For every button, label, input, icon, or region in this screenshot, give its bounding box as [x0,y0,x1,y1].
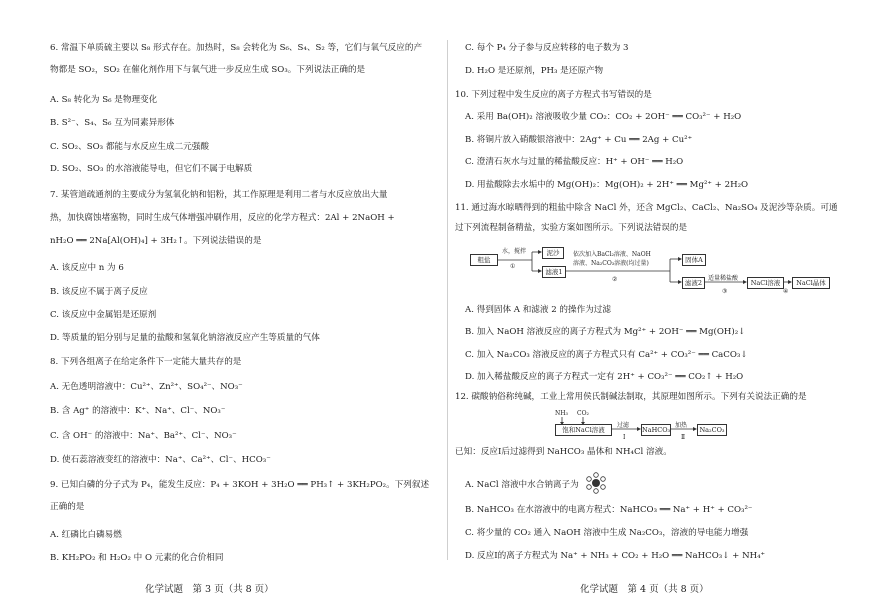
flow-reaction2: Ⅱ [681,434,686,441]
flow-nh3: NH₃ [555,410,568,417]
q10-stem: 10. 下列过程中发生反应的离子方程式书写错误的是 [455,90,652,100]
flow-heat-label: 加热 [675,422,688,429]
q9-stem-line1: 9. 已知白磷的分子式为 P₄，能发生反应：P₄ + 3KOH + 3H₂O ══ PH₃↑ + 3KH₂PO₂。下列叙述 [50,480,430,490]
q7-option-b: B. 该反应不属于离子反应 [50,287,148,297]
flow-step1-label: 水，搅拌 [502,248,527,255]
q11-option-b: B. 加入 NaOH 溶液反应的离子方程式为 Mg²⁺ + 2OH⁻ ══ Mg(OH)₂↓ [465,327,746,337]
flow-filtrate1: 滤液1 [542,266,566,278]
q6-option-a: A. S₈ 转化为 S₆ 是物理变化 [50,95,158,105]
hydrated-sodium-ion-icon [585,472,607,494]
q8-option-b: B. 含 Ag⁺ 的溶液中：K⁺、Na⁺、Cl⁻、NO₃⁻ [50,406,226,416]
flow-acid-label: 适量稀盐酸 [708,275,739,282]
flow-na2co3: Na₂CO₃ [697,424,727,436]
q8-option-d: D. 使石蕊溶液变红的溶液中：Na⁺、Ca²⁺、Cl⁻、HCO₃⁻ [50,455,271,465]
q9-option-b: B. KH₂PO₂ 和 H₂O₂ 中 O 元素的化合价相同 [50,553,224,563]
q12-stem: 12. 碳酸钠俗称纯碱，工业上常用侯氏制碱法制取，其原理如图所示。下列有关说法正确的是 [455,392,807,402]
right-page-footer: 化学试题 第 4 页（共 8 页） [580,584,709,595]
q10-option-d: D. 用盐酸除去水垢中的 Mg(OH)₂：Mg(OH)₂ + 2H⁺ ══ Mg²⁺ + 2H₂O [465,180,749,190]
q8-stem: 8. 下列各组离子在给定条件下一定能大量共存的是 [50,357,242,367]
flow-step3-number: ③ [722,288,728,295]
q12-option-a: A. NaCl 溶液中水合钠离子为 [465,480,579,490]
right-page [455,0,855,615]
q6-stem-line2: 物都是 SO₂，SO₂ 在催化剂作用下与氧气进一步反应生成 SO₃。下列说法正确的是 [50,65,366,75]
q12-known-info: 已知：反应Ⅰ后过滤得到 NaHCO₃ 晶体和 NH₄Cl 溶液。 [455,447,672,457]
q6-stem-line1: 6. 常温下单质硫主要以 S₈ 形式存在。加热时，S₈ 会转化为 S₆、S₄、S₂ 等，它们与氧气反应的产 [50,43,423,53]
flow-reaction1: Ⅰ [623,434,626,441]
q10-option-b: B. 将铜片放入硝酸银溶液中：2Ag⁺ + Cu ══ 2Ag + Cu²⁺ [465,135,693,145]
q6-option-b: B. S²⁻、S₄、S₆ 互为同素异形体 [50,118,175,128]
q7-stem-line2: 热，加快腐蚀堵塞物，同时生成气体增强冲刷作用，反应的化学方程式：2Al + 2NaOH + [50,213,395,223]
q9-option-a: A. 红磷比白磷易燃 [50,530,122,540]
q8-option-c: C. 含 OH⁻ 的溶液中：Na⁺、Ba²⁺、Cl⁻、NO₃⁻ [50,431,237,441]
q11-stem-line1: 11. 通过海水晾晒得到的粗盐中除含 NaCl 外，还含 MgCl₂、CaCl₂、Na₂SO₄ 及泥沙等杂质。可通 [455,203,838,213]
q9-option-c: C. 每个 P₄ 分子参与反应转移的电子数为 3 [465,43,629,53]
flow-reagents-line2: 溶液、Na₂CO₃溶液(均过量) [573,260,649,267]
flow-co2: CO₂ [577,410,589,417]
q9-option-d: D. H₂O 是还原剂，PH₃ 是还原产物 [465,66,604,76]
flow-filter-label: 过滤 [617,422,630,429]
left-page [50,0,440,615]
flow-nahco3: NaHCO₃ [642,426,671,434]
flow-nacl-crystal: NaCl晶体 [792,277,830,289]
q11-stem-line2: 过下列流程制备精盐，实验方案如图所示。下列说法错误的是 [455,223,688,233]
q8-option-a: A. 无色透明溶液中：Cu²⁺、Zn²⁺、SO₄²⁻、NO₃⁻ [50,382,243,392]
flow-step2-number: ② [612,276,618,283]
q7-option-c: C. 该反应中金属铝是还原剂 [50,310,157,320]
left-page-footer: 化学试题 第 3 页（共 8 页） [145,584,274,595]
q12-flowchart [555,408,755,441]
q6-option-d: D. SO₂、SO₃ 的水溶液能导电，但它们不属于电解质 [50,164,253,174]
page-divider [447,40,448,560]
q11-option-a: A. 得到固体 A 和滤液 2 的操作为过滤 [465,305,611,315]
q12-option-c: C. 将少量的 CO₂ 通入 NaOH 溶液中生成 Na₂CO₃，溶液的导电能力增强 [465,528,749,538]
flow-nacl-solution: NaCl溶液 [747,277,784,289]
flow-brine: 饱和NaCl溶液 [555,424,612,436]
flow-solid-a: 固体A [682,254,706,266]
flow-sediment: 泥沙 [542,247,564,259]
q12-option-b: B. NaHCO₃ 在水溶液中的电离方程式：NaHCO₃ ══ Na⁺ + H⁺ + CO₃²⁻ [465,505,753,515]
q9-stem-line2: 正确的是 [50,502,85,512]
flow-reagents-line1: 依次加入BaCl₂溶液、NaOH [573,251,651,258]
flow-filtrate2: 滤液2 [682,277,705,289]
flow-crude-salt: 粗盐 [470,254,498,266]
flow-step4-number: ④ [783,288,789,295]
q12-option-d: D. 反应Ⅰ的离子方程式为 Na⁺ + NH₃ + CO₂ + H₂O ══ NaHCO₃↓ + NH₄⁺ [465,551,766,561]
q6-option-c: C. SO₂、SO₃ 都能与水反应生成二元强酸 [50,142,209,152]
q11-option-d: D. 加入稀盐酸反应的离子方程式一定有 2H⁺ + CO₃²⁻ ══ CO₂↑ + H₂O [465,372,744,382]
q7-stem-line3: nH₂O ══ 2Na[Al(OH)₄] + 3H₂↑。下列说法错误的是 [50,236,262,246]
q7-option-d: D. 等质量的铝分别与足量的盐酸和氢氧化钠溶液反应产生等质量的气体 [50,333,320,343]
q7-stem-line1: 7. 某管道疏通剂的主要成分为氢氧化钠和铝粉，其工作原理是利用二者与水反应放出大量 [50,190,388,200]
q10-option-c: C. 澄清石灰水与过量的稀盐酸反应：H⁺ + OH⁻ ══ H₂O [465,157,684,167]
flow-step1-number: ① [510,263,516,270]
q11-flowchart [470,246,850,296]
q7-option-a: A. 该反应中 n 为 6 [50,263,124,273]
q10-option-a: A. 采用 Ba(OH)₂ 溶液吸收少量 CO₂：CO₂ + 2OH⁻ ══ CO₃²⁻ + H₂O [465,112,742,122]
q11-option-c: C. 加入 Na₂CO₃ 溶液反应的离子方程式只有 Ca²⁺ + CO₃²⁻ ══ CaCO₃↓ [465,350,748,360]
